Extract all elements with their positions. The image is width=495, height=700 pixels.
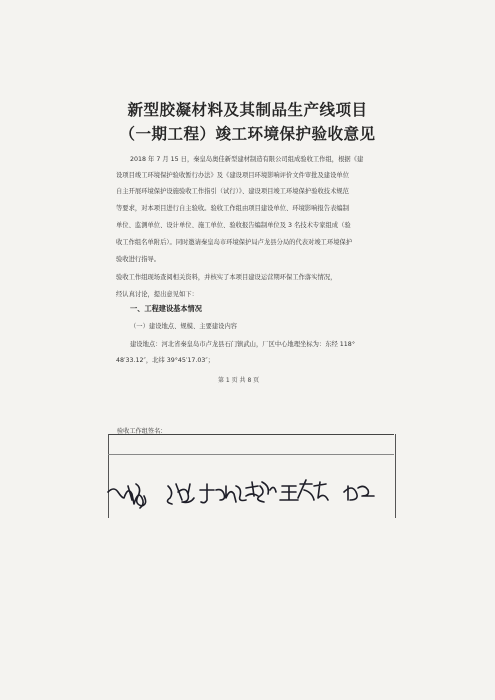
paragraph-line: 验收工作组现场查阅相关资料，并核实了本项目建设运营期环保工作落实情况， bbox=[116, 274, 337, 281]
paragraph-line: 设项目竣工环境保护验收暂行办法》及《建设项目环境影响评价文件审批及建设单位 bbox=[116, 172, 349, 179]
document-title: 新型胶凝材料及其制品生产线项目 bbox=[127, 100, 368, 119]
paragraph-line: 自主开展环境保护设施验收工作指引（试行）》、建设项目竣工环境保护验收技术规范 bbox=[116, 188, 349, 195]
paragraph-line: 等要求，对本项目进行自主验收。验收工作组由项目建设单位、环境影响报告表编制 bbox=[116, 205, 349, 212]
signature-4 bbox=[246, 482, 276, 502]
signature-6 bbox=[344, 486, 374, 500]
document-subtitle: （一期工程）竣工环境保护验收意见 bbox=[119, 124, 376, 143]
paragraph-line: 经认真讨论，提出意见如下： bbox=[116, 291, 198, 298]
section-heading: 一、工程建设基本情况 bbox=[130, 304, 202, 313]
subsection-heading: （一）建设地点、规模、主要建设内容 bbox=[130, 323, 238, 330]
paragraph-line: 单位、监测单位、设计单位、施工单位、验收报告编制单位及 3 名技术专家组成（验 bbox=[116, 222, 351, 229]
page-footer: 第 1 页 共 8 页 bbox=[218, 377, 260, 384]
paragraph-line: 验收进行指导。 bbox=[116, 256, 161, 263]
paragraph-line: 2018 年 7 月 15 日，秦皇岛奥佳新型建材制造有限公司组成验收工作组，根据《建 bbox=[130, 156, 364, 163]
signature-2 bbox=[167, 484, 194, 504]
paragraph-line: 收工作组名单附后）。同时邀请秦皇岛市环境保护局卢龙县分局的代表对竣工环境保护 bbox=[116, 239, 353, 246]
signature-5 bbox=[280, 480, 328, 500]
signature-1 bbox=[108, 484, 146, 508]
location-text: 建设地点：河北省秦皇岛市卢龙县石门镇武山，厂区中心地理坐标为：东经 118° bbox=[130, 341, 355, 348]
signature-3 bbox=[200, 484, 246, 503]
location-text: 48′33.12″，北纬 39°45′17.03″； bbox=[116, 357, 214, 364]
signature-label: 验收工作组签名： bbox=[117, 428, 167, 435]
